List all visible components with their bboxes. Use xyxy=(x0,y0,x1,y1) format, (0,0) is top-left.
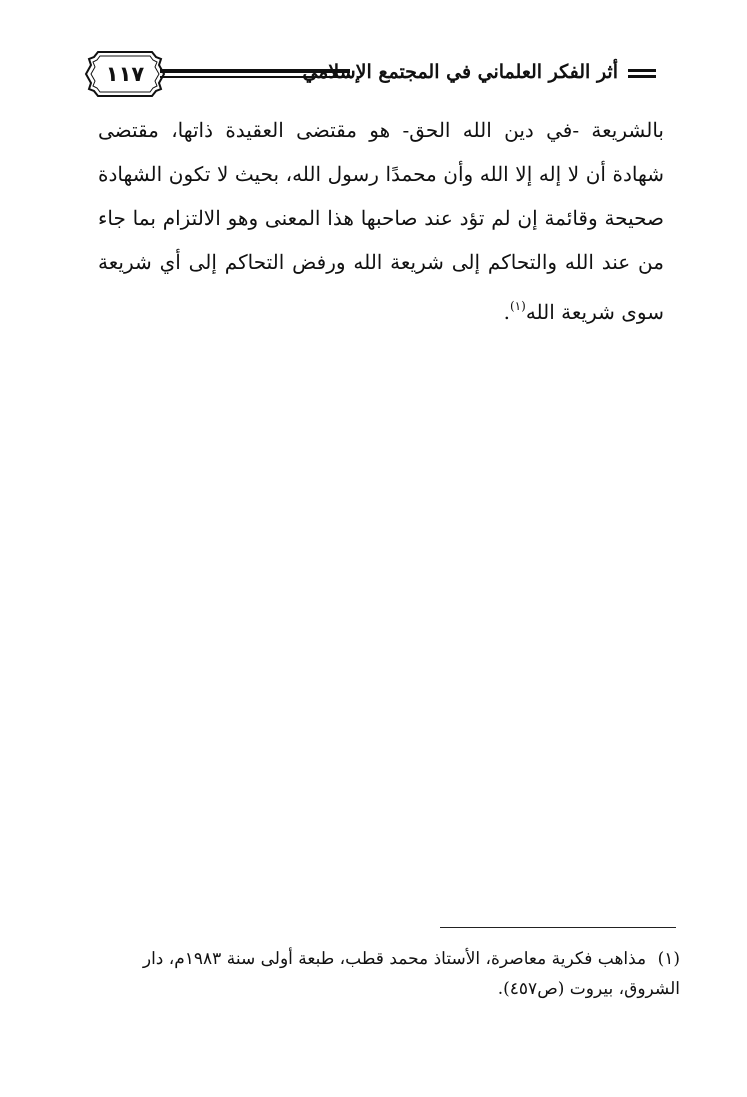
footnote-separator xyxy=(440,927,676,928)
footnote-text: مذاهب فكرية معاصرة، الأستاذ محمد قطب، طبعة أولى سنة ١٩٨٣م، دار الشروق، بيروت (ص٤٥٧). xyxy=(142,949,680,999)
running-title: أثر الفكر العلماني في المجتمع الإسلامي xyxy=(302,61,618,83)
footnote-reference: (١) xyxy=(509,299,526,313)
paragraph-end: . xyxy=(503,300,510,324)
page-header xyxy=(74,42,656,106)
page-number: ١١٧ xyxy=(105,62,145,86)
page-number-badge xyxy=(84,50,166,98)
footnote xyxy=(98,944,680,1004)
main-paragraph xyxy=(98,108,664,334)
footnote-number: (١) xyxy=(657,949,680,969)
header-dash-mark xyxy=(628,69,656,79)
paragraph-text: بالشريعة -في دين الله الحق- هو مقتضى العقيدة ذاتها، مقتضى شهادة أن لا إله إلا الله وأن محمدًا رسول الله، بحيث لا تكون الشهادة صحيحة وقائمة إن لم تؤد عند صاحبها هذا المعنى وهو الالتزام بما جاء من عند الله والتحاكم إلى شريعة الله ورفض التحاكم إلى أي شريعة سوى شريعة الله xyxy=(98,118,664,324)
